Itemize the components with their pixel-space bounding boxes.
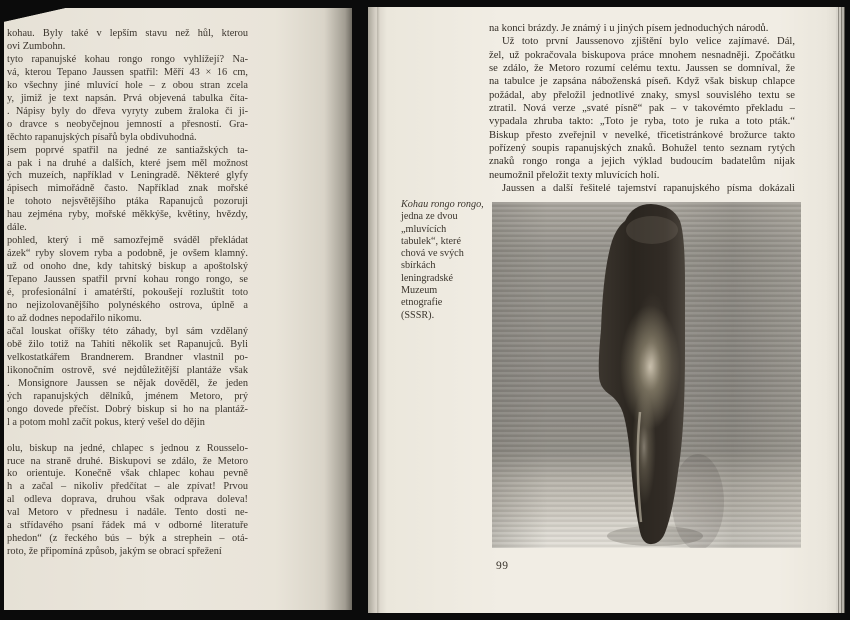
text-line: Tepano Jaussen spatřil první kohau rongo rongo, se	[7, 274, 248, 286]
text-line: Jaussen a další řešitelé tajemství rapanujského písma dokázali	[502, 183, 795, 195]
text-line: ztratil. Nová verze „svaté písně“ pak – v takovémto překladu –	[489, 103, 795, 115]
text-line: dále.	[7, 222, 27, 234]
text-line: ko orientuje. Konečně však chlapec kohau pevně	[7, 468, 248, 480]
text-line: Už toto první Jaussenovo zjištění bylo velice zajímavé. Dál,	[502, 36, 795, 48]
text-line: etnografie	[401, 297, 443, 309]
left-page-text	[7, 28, 248, 559]
text-line: ačal louskat oříšky této záhady, byl sám vzdělaný	[7, 325, 248, 337]
text-line: velkostatkářem Brandnerem. Brandner vlastnil po-	[7, 351, 248, 363]
text-line: l a potom mohl začít pokus, který vešel do dějin	[7, 416, 205, 428]
text-line: roto, že připomíná způsob, jakým se obrací spřežení	[7, 546, 222, 558]
text-line: . Monsignore Jaussen se nějak dověděl, že jeden	[7, 377, 248, 389]
text-line: val Metoro v přednesu i nadále. Tento dosti ne-	[7, 507, 248, 519]
text-line: znaků rongo ronga a jejich výklad budoucím badatelům nijak	[489, 156, 795, 168]
text-line: ých muzeích, například v Leningradě. Některé glyfy	[7, 170, 248, 182]
right-page	[368, 7, 845, 613]
text-line: pořízený soupis rapanujských znaků. Bohužel tento seznam rytých	[489, 143, 795, 155]
text-line: no nejizolovanějšího polynéského ostrova, úplně a	[7, 300, 248, 312]
left-page	[4, 8, 352, 610]
text-line: (SSSR).	[401, 309, 435, 321]
text-line: tabulek“, které	[401, 235, 461, 247]
text-line: neumožnil přeložit texty mluvících holí.	[489, 169, 660, 181]
text-line: tyto rapanujské kohau rongo rongo vyhlížejí? Na-	[7, 53, 248, 65]
text-line: těchto rapanujských písařů byla obdivuhodná.	[7, 131, 197, 143]
text-line: už od onoho dne, kdy tahitský biskup a apoštolský	[7, 261, 248, 273]
text-line: vypadala zhruba takto: „Toto je ryba, toto je ruka a toto pták.“	[489, 116, 795, 128]
text-line: olu, biskup na jedné, chlapec s jednou z Rousselo-	[7, 442, 248, 454]
text-line: sbírkách	[401, 260, 436, 272]
text-line: to až dodnes nepodařilo nikomu.	[7, 312, 142, 324]
tablet-photo	[492, 202, 801, 548]
text-line: ruce na straně druhé. Biskupovi se zdálo, že Metoro	[7, 455, 248, 467]
page-number: 99	[496, 560, 509, 572]
photo-caption	[401, 199, 487, 322]
text-line: na konci brázdy. Je známý i u jiných písem jednoduchých národů.	[489, 23, 769, 34]
text-line: le tohoto nejsvětějšího ptáka Rapanujců pozoruji	[7, 196, 248, 208]
text-line: al odleva doprava, druhou však odprava doleva!	[7, 494, 248, 506]
text-line: požádal, aby přeložil jednotlivé znaky, smysl souvislého textu se	[489, 89, 795, 101]
text-line: a pak i na druhé a dalších, které jsem měl možnost	[7, 157, 248, 169]
scan-corner-shadow	[0, 6, 80, 24]
text-line: Muzeum	[401, 285, 438, 297]
text-line: é, profesionální i amatérští, pokoušejí rozluštit toto	[7, 287, 248, 299]
text-line: „mluvících	[401, 223, 447, 235]
text-line: a střídavého psaní řádek má v odborné literatuře	[7, 520, 248, 532]
text-line: ých rapanujských dělníků, jménem Metoro, prý	[7, 390, 248, 402]
text-line: leningradské	[401, 272, 454, 284]
text-line: žel, už pokračovala biskupova práce mnohem nesnadněji. Zpočátku	[489, 49, 795, 61]
text-line: ovi Zumbohn.	[7, 40, 66, 52]
text-line: Kohau rongo rongo,	[401, 199, 484, 210]
text-line: hau zejména ryby, mořské měkkýše, květiny, hvězdy,	[7, 209, 248, 221]
text-line: ázek“ ryby slovem ryba a podobně, je ovšem klamný.	[7, 248, 248, 260]
text-line: jsem poprvé spatřil na jedné ze santiažských ta-	[7, 144, 248, 156]
text-line: ongo dovede přečíst. Dobrý biskup si ho na plantáž-	[7, 403, 248, 415]
text-line: . Nápisy byly do dřeva vyryty zubem žraloka či ji-	[7, 105, 248, 117]
text-line: o dravce s neobyčejnou jemností a přesností. Gra-	[7, 118, 248, 130]
text-line: phedon“ (z řeckého bús – býk a strephein – otá-	[7, 533, 248, 545]
text-line: likonočním ostrově, své nejdůležitější plantáže však	[7, 364, 248, 376]
right-page-text	[489, 22, 795, 195]
page-stack-edges	[836, 7, 845, 613]
text-line: Biskup přesto zveřejnil v nevelké, třicetistránkové brožurce takto	[489, 129, 795, 141]
text-line: ko všechny jiné mluvící hole – z obou stran zcela	[7, 79, 248, 91]
text-line: h a začal – nikoliv předčítat – ale zpívat! Prvou	[7, 481, 248, 493]
text-line: kohau. Byly také v lepším stavu než hůl, kterou	[7, 28, 248, 39]
text-line: chová ve svých	[401, 248, 464, 260]
text-line: y, jimiž je text napsán. Prvá objevená tabulka číta-	[7, 92, 248, 104]
text-line: vá, kterou Tepano Jaussen spatřil: Měří 43 × 16 cm,	[7, 66, 248, 78]
text-line: na tabulce je zapsána náboženská píseň. Když však biskup chlapce	[489, 76, 795, 88]
text-line: ápisech mimořádně často. Například znak mořské	[7, 183, 248, 195]
text-line: obě žilo totiž na Tahiti několik set Rapanujců. Byli	[7, 338, 248, 350]
text-line: se zdálo, že Metoro rozumí celému textu. Jaussen se domníval, že	[489, 63, 795, 75]
rongorongo-tablet-graphic	[492, 202, 801, 548]
text-line: pohled, který i mě samozřejmě sváděl překládat	[7, 235, 248, 247]
gutter-crease	[377, 7, 380, 613]
text-line: jedna ze dvou	[401, 211, 458, 223]
